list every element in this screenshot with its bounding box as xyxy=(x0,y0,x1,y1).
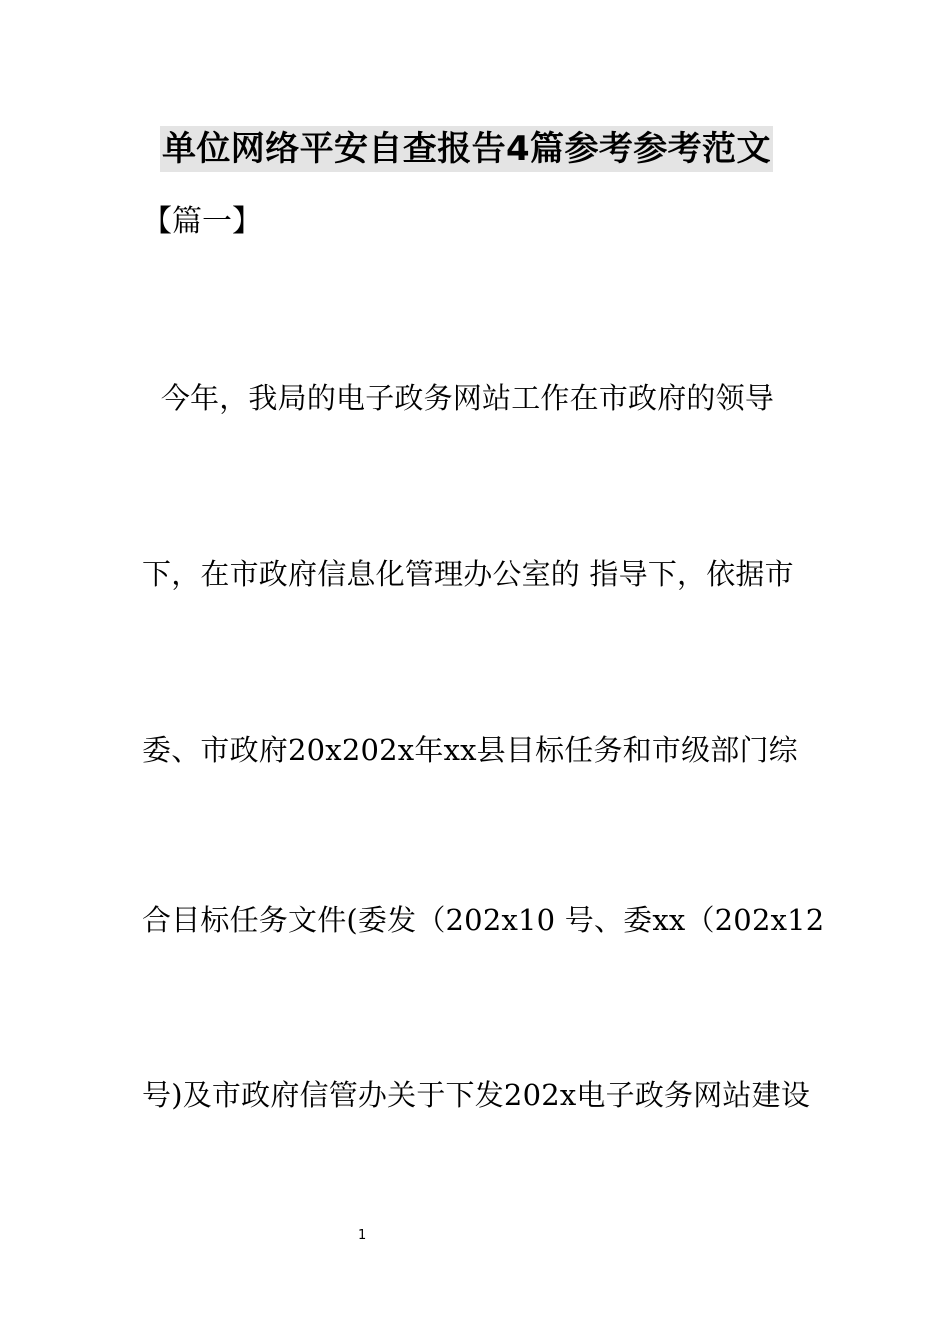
page-number: 1 xyxy=(358,1228,367,1243)
body-text-line: 委、市政府20x202x年xx县目标任务和市级部门综 xyxy=(142,733,798,767)
body-text-line: 合目标任务文件(委发（202x10 号、委xx（202x12 xyxy=(142,903,825,937)
body-text-line: 今年，我局的电子政务网站工作在市政府的领导 xyxy=(142,381,775,415)
document-title: 单位网络平安自查报告4篇参考参考范文 xyxy=(160,126,773,172)
body-text-line: 下，在市政府信息化管理办公室的 指导下，依据市 xyxy=(142,557,794,591)
section-label: 【篇一】 xyxy=(142,204,262,239)
body-text-line: 号)及市政府信管办关于下发202x电子政务网站建设 xyxy=(142,1078,811,1112)
